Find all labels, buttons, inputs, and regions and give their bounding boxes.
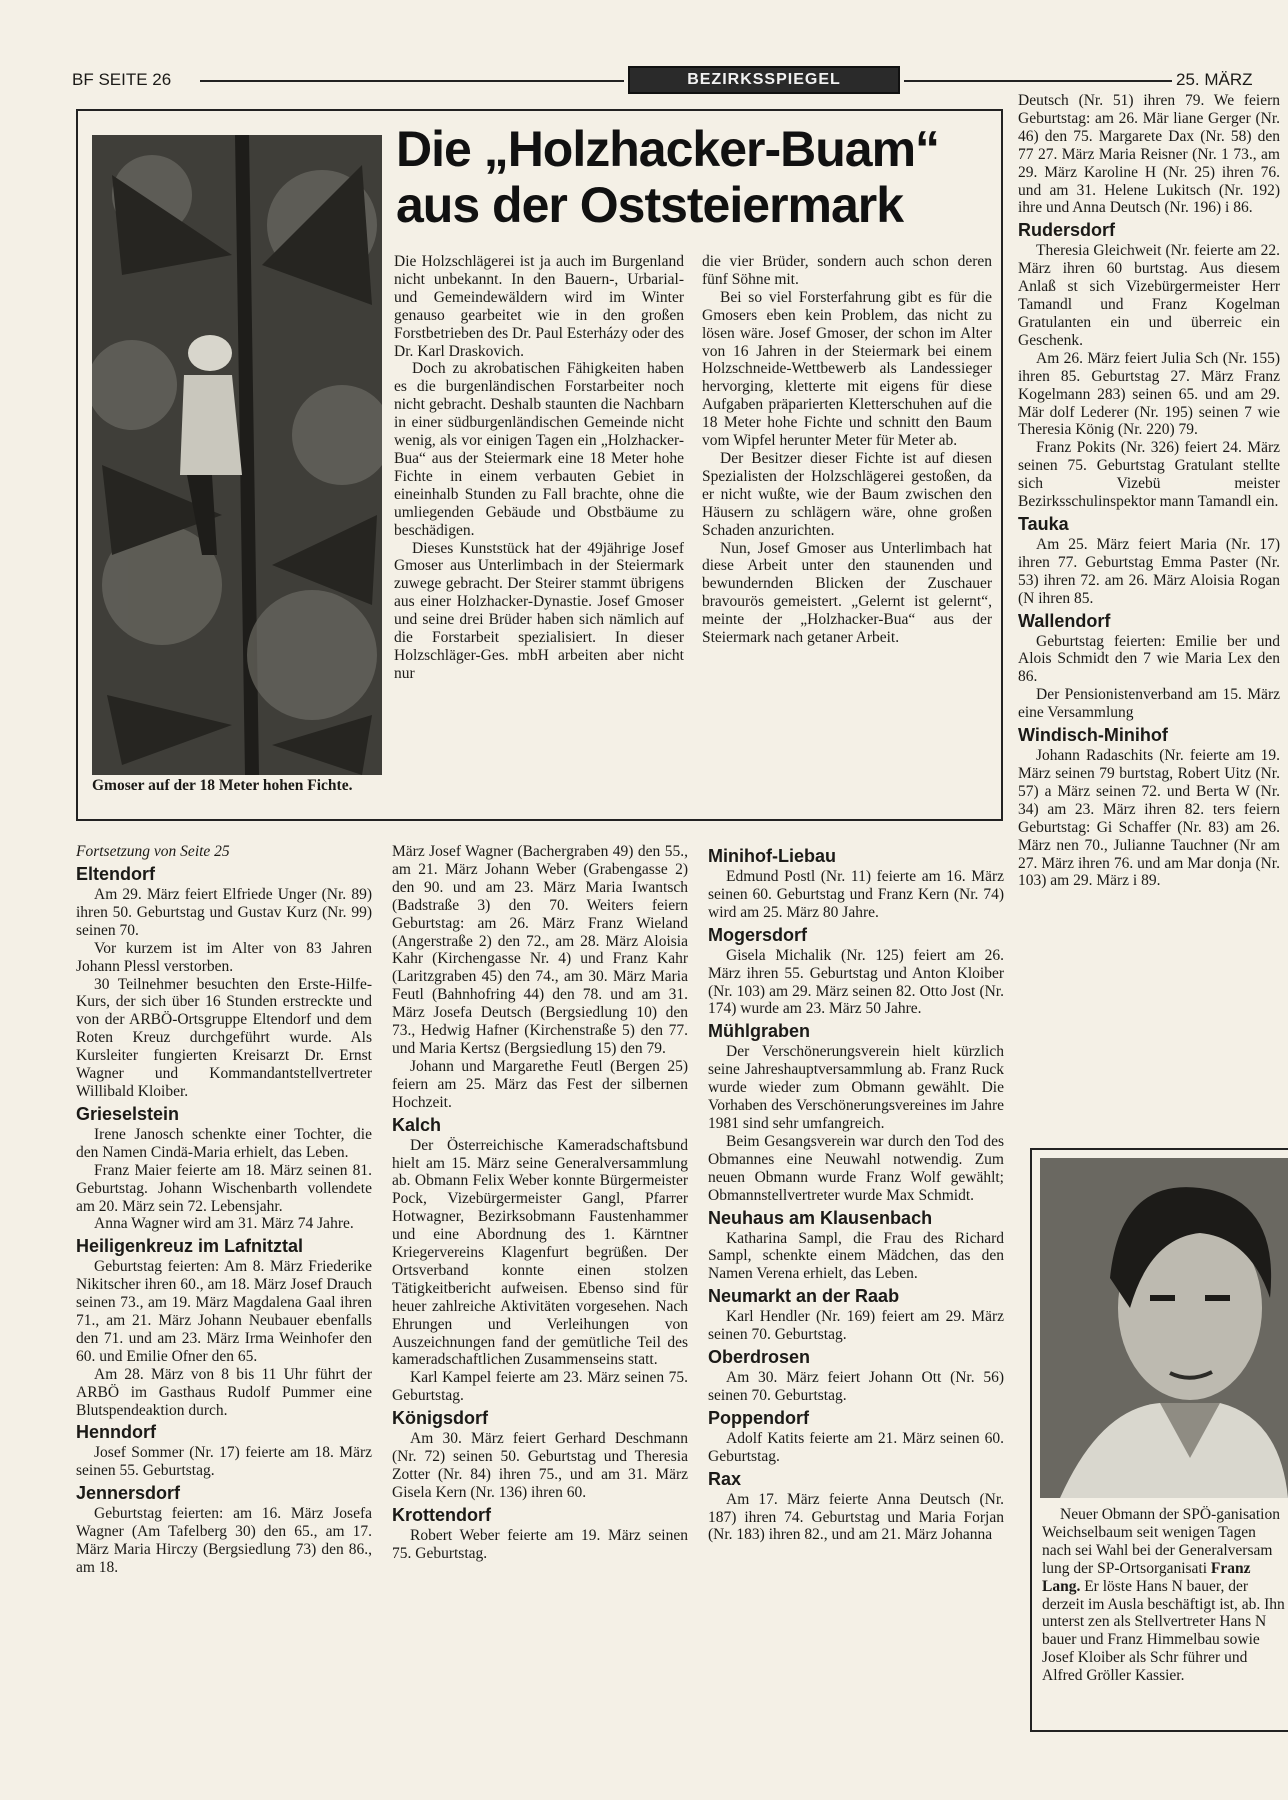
lower-col-b [392,843,688,1793]
section-heading: Eltendorf [76,864,155,884]
news-paragraph: Katharina Sampl, die Frau des Richard Sampl, schenkte einem Mädchen, das den Namen Verena erhielt, das Leben. [708,1229,1004,1283]
section-heading: Oberdrosen [708,1347,811,1368]
section-heading: Königsdorf [392,1408,488,1429]
section-heading: Jennersdorf [76,1483,181,1504]
news-paragraph: 30 Teilnehmer besuchten den Erste-Hilfe-Kurs, der sich über 16 Stunden erstreckte und von der ARBÖ-Ortsgruppe Eltendorf und dem Roten Kreuz durchgeführt wurde. Als Kursleiter fungierten Kreisarzt Dr. Ernst Wagner und Kommandantstellvertreter Willibald Kloiber. [76,975,372,1100]
section-heading: Minihof-Liebau [708,846,836,866]
feature-paragraph: Doch zu akrobatischen Fähigkeiten haben es die burgenländischen Forstarbeiter noch nicht gebracht. Deshalb staunten die Nachbarn in einer südburgenländischen Gemeinde nicht wenig, als vor einigen Tagen ein „Holzhacker-Bua“ aus der Steiermark eine 18 Meter hohe Fichte in einem verbauten Gebiet in eineinhalb Stunden zu Fall brachte, ohne die umliegenden Gebäude und Obstbäume zu beschädigen. [394,360,684,539]
portrait-caption-rest: Er löste Hans N bauer, der derzeit im Ausla beschäftigt ist, ab. Ihn unterst zen als Stellvertreter Hans N bauer und Franz Himmelbau sowie Josef Kloiber als Schr führer und Alfred Gröller Kassier. [1042,1577,1285,1685]
feature-paragraph: Bei so viel Forsterfahrung gibt es für die Gmosers eben kein Problem, das nicht zu lösen wäre. Josef Gmoser, der schon im Alter von 16 Jahren in der Steiermark bei einem Holzschneide-Wettbewerb als Landessieger hervorging, kletterte mit eigens für diese Aufgaben präparierten Kletterschuhen auf die 18 Meter hohe Fichte und schnitt den Baum vom Wipfel herunter Meter für Meter ab. [702,288,992,450]
feature-col-2 [702,253,992,813]
news-paragraph: Anna Wagner wird am 31. März 74 Jahre. [94,1215,354,1233]
news-paragraph: Karl Hendler (Nr. 169) feiert am 29. März seinen 70. Geburtstag. [708,1308,1004,1344]
section-banner [628,66,900,94]
news-paragraph: Deutsch (Nr. 51) ihren 79. We feiern Geburtstag: am 26. Mär liane Gerger (Nr. 46) den 75. Margarete Dax (Nr. 58) den 77 27. März Maria Reisner (Nr. 1 73., am 29. März Karoline H (Nr. 25) ihren 76. und am 31. Helene Lukitsch (Nr. 192) ihre und Anna Deutsch (Nr. 196) i 86. [1018,92,1280,217]
news-paragraph: Karl Kampel feierte am 23. März seinen 75. Geburtstag. [392,1369,688,1405]
news-paragraph: Franz Maier feierte am 18. März seinen 81. Geburtstag. Johann Wischenbarth vollendete am 20. März sein 72. Lebensjahr. [76,1161,372,1215]
news-paragraph: Geburtstag feierten: Am 8. März Friederike Nikitscher ihren 60., am 18. März Josef Drauch seinen 73., am 19. März Magdalena Gaal ihren 71., am 21. März Johann Neubauer ebenfalls den 71. und am 23. März Irma Weinhofer den 60. und Emilie Ofner den 65. [76,1258,372,1365]
feature-paragraph: Der Besitzer dieser Fichte ist auf diesen Spezialisten der Holzschlägerei gestoßen, da er nicht wußte, wie der Baum zwischen den Häusern zu schlägern wäre, ohne großen Schaden anzurichten. [702,449,992,539]
news-paragraph: Der Österreichische Kameradschaftsbund hielt am 15. März seine Generalversammlung ab. Obmann Felix Weber konnte Bürgermeister Pock, Vizebürgermeister Gangl, Pfarrer Hotwagner, Bezirksobmann Faustenhammer und eine Abordnung des 1. Kärntner Kriegervereins Klagenfurt begrüßen. Der Ortsverband konnte einen stolzen Tätigkeitbericht aufweisen. Ebenso sind für heuer zahlreiche Aktivitäten vorgesehen. Nach Ehrungen und Verleihungen von Auszeichnungen fand der gemütliche Teil des kameradschaftlichen Zusammenseins statt. [392,1136,688,1369]
section-heading: Mogersdorf [708,924,807,945]
portrait-image [1040,1158,1288,1498]
col-a-content [76,863,372,1577]
portrait-photo [1040,1158,1288,1498]
news-paragraph: Am 26. März feiert Julia Sch (Nr. 155) ihren 85. Geburtstag 27. März Franz Kogelmann 283) seinen 65. und am 29. Mär dolf Lederer (Nr. 195) seinen 7 wie Theresia König (Nr. 220) 79. [1018,349,1280,439]
section-heading: Henndorf [76,1422,156,1443]
photo-caption: Gmoser auf der 18 Meter hohen Fichte. [92,777,353,794]
section-heading: Poppendorf [708,1407,809,1428]
section-heading: Heiligenkreuz im Lafnitztal [76,1236,304,1257]
tree-photo [92,135,382,775]
header-rule-left [200,80,624,82]
news-paragraph: Johann und Margarethe Feutl (Bergen 25) feiern am 25. März das Fest der silbernen Hochzeit. [392,1057,688,1111]
feature-col-1 [394,253,684,813]
headline-line-1: Die „Holzhacker-Buam“ [396,121,940,177]
news-paragraph: Johann Radaschits (Nr. feierte am 19. März seinen 79 burtstag, Robert Uitz (Nr. 57) a März seinen 72. und Berta W (Nr. 34) am 23. März ihren 82. ters feiern Geburtstag: Gi Schaffer (Nr. 83) am 26. März nen 70., Julianne Tauchner (Nr am 27. März ihren 76. und am Mar donja (Nr. 103) am 29. März i 89. [1018,747,1280,890]
news-paragraph: Am 17. März feierte Anna Deutsch (Nr. 187) ihren 74. Geburtstag und Maria Forjan (Nr. 183) ihren 82., und am 21. März Johanna [708,1490,1004,1544]
news-paragraph: Irene Janosch schenkte einer Tochter, die den Namen Cindä-Maria erhielt, das Leben. [76,1125,372,1161]
news-paragraph: Am 29. März feiert Elfriede Unger (Nr. 89) ihren 50. Geburtstag und Gustav Kurz (Nr. 99) seinen 70. [76,886,372,939]
news-paragraph: Theresia Gleichweit (Nr. feierte am 22. März ihren 60 burtstag. Aus diesem Anlaß st sich Vizebürgermeister Herr Tamandl und Franz Kogelman Gratulanten ein und überreic ein Geschenk. [1018,242,1280,349]
news-paragraph: Geburtstag feierten: Emilie ber und Alois Schmidt den 7 wie Maria Lex den 86. [1018,632,1280,686]
news-paragraph: Vor kurzem ist im Alter von 83 Jahren Johann Plessl verstorben. [76,939,372,975]
section-heading: Rudersdorf [1018,220,1116,241]
portrait-caption [1042,1506,1288,1730]
right-column-top [1018,92,1280,1050]
news-paragraph: Am 30. März feiert Gerhard Deschmann (Nr. 72) seinen 50. Geburtstag und Theresia Zotter (Nr. 84) ihren 75., und am 31. März Gisela Kern (Nr. 136) ihren 60. [392,1430,688,1501]
lower-col-a [76,843,372,1793]
news-paragraph: Geburtstag feierten: am 16. März Josefa Wagner (Am Tafelberg 30) den 65., am 17. März Maria Hirczy (Bergsiedlung 73) den 86., am 18. [76,1505,372,1576]
news-paragraph: Beim Gesangsverein war durch den Tod des Obmannes eine Neuwahl notwendig. Zum neuen Obmann wurde Franz Wolf gewählt; Obmannstellvertreter wurde Max Schmidt. [708,1132,1004,1204]
news-paragraph: März Josef Wagner (Bachergraben 49) den 55., am 21. März Johann Weber (Grabengasse 2) den 90. und am 23. März Maria Iwantsch (Badstraße 3) den 70. Weiters feiern Geburtstag: am 26. März Franz Wieland (Angerstraße 2) den 72., am 28. März Aloisia Kahr (Kirchengasse Nr. 4) und Franz Kahr (Laritzgraben 45) den 74., am 30. März Maria Feutl (Bahnhofring 44) den 78. und am 31. März Josefa Deutsch (Bergsiedlung 10) den 73., Hedwig Hafner (Kirchenstraße 5) den 77. und Maria Kertsz (Bergsiedlung 15) den 79. [392,843,688,1057]
section-heading: Kalch [392,1114,442,1135]
news-paragraph: Robert Weber feierte am 19. März seinen 75. Geburtstag. [392,1526,688,1562]
headline-line-2: aus der Oststeiermark [396,177,904,233]
news-paragraph: Der Pensionistenverband am 15. März eine Versammlung [1018,686,1280,722]
news-paragraph: Der Verschönerungsverein hielt kürzlich seine Jahreshauptversammlung ab. Franz Ruck wurde wieder zum Obmann gewählt. Die Vorhaben des Verschönerungsvereines im Jahre 1981 sind sehr umfangreich. [708,1043,1004,1132]
news-paragraph: Josef Sommer (Nr. 17) feierte am 18. März seinen 55. Geburtstag. [76,1444,372,1480]
portrait-caption-name: Franz Lang. [1042,1559,1251,1595]
section-heading: Krottendorf [392,1504,491,1525]
news-paragraph: Am 25. März feiert Maria (Nr. 17) ihren 77. Geburtstag Emma Paster (Nr. 53) ihren 72. am 26. März Aloisia Rogan (N ihren 85. [1018,535,1280,607]
portrait-box [1030,1148,1288,1732]
tree-climber-image [92,135,382,775]
section-heading: Neuhaus am Klausenbach [708,1207,933,1228]
continuation-note: Fortsetzung von Seite 25 [76,843,230,860]
news-paragraph: Gisela Michalik (Nr. 125) feiert am 26. März ihren 55. Geburtstag und Anton Kloiber (Nr. 103) am 29. März seinen 82. Otto Jost (Nr. 174) wurde am 23. März 50 Jahre. [708,946,1004,1018]
section-heading: Rax [708,1468,742,1489]
news-paragraph: Franz Pokits (Nr. 326) feiert 24. März seinen 75. Geburtstag Gratulant stellte sich Vizebü meister Bezirksschulinspektor mann Tamandl ein. [1018,439,1280,511]
news-paragraph: Adolf Katits feierte am 21. März seinen 60. Geburtstag. [708,1429,1004,1465]
section-heading: Mühlgraben [708,1021,810,1042]
feature-paragraph: die vier Brüder, sondern auch schon deren fünf Söhne mit. [702,253,992,288]
section-heading: Neumarkt an der Raab [708,1286,900,1307]
section-title: BEZIRKSSPIEGEL [687,71,841,88]
section-heading: Windisch-Minihof [1018,725,1168,746]
feature-paragraph: Dieses Kunststück hat der 49jährige Josef Gmoser aus Unterlimbach in der Steiermark zuwege gebracht. Der Steirer stammt übrigens aus einer Holzhacker-Dynastie. Josef Gmoser und seine drei Brüder haben sich nämlich auf die Forstarbeit spezialisiert. In dieser Holzschläger-Ges. mbH arbeiten aber nicht nur [394,539,684,682]
feature-paragraph: Die Holzschlägerei ist ja auch im Burgenland nicht unbekannt. In den Bauern-, Urbarial- und Gemeindewäldern wird im Winter genauso gearbeitet wie in den großen Forstbetrieben des Dr. Paul Esterházy oder des Dr. Karl Draskovich. [394,253,684,360]
section-heading: Grieselstein [76,1103,180,1124]
section-heading: Tauka [1018,513,1069,534]
page-number: BF SEITE 26 [72,70,172,89]
feature-box [76,109,1003,821]
news-paragraph: Am 28. März von 8 bis 11 Uhr führt der ARBÖ im Gasthaus Rudolf Pummer eine Blutspendeaktion durch. [76,1365,372,1419]
header [72,66,1278,94]
lower-col-c [708,843,1004,1793]
issue-date: 25. MÄRZ [1172,70,1257,90]
section-heading: Wallendorf [1018,610,1111,631]
feature-headline [396,121,996,233]
news-paragraph: Am 30. März feiert Johann Ott (Nr. 56) seinen 70. Geburtstag. [708,1369,1004,1404]
feature-paragraph: Nun, Josef Gmoser aus Unterlimbach hat diese Arbeit unter den staunenden und bewundernden Blicken der Zuschauer bravourös gemeistert. „Gelernt ist gelernt“, meinte der „Holzhacker-Bua“ aus der Steiermark nach getaner Arbeit. [702,539,992,647]
news-paragraph: Edmund Postl (Nr. 11) feierte am 16. März seinen 60. Geburtstag und Franz Kern (Nr. 74) wird am 25. März 80 Jahre. [708,868,1004,921]
portrait-caption-lead: Neuer Obmann der SPÖ-ganisation Weichselbaum seit wenigen Tagen nach sei Wahl bei der Generalversam lung der SP-Ortsorganisati [1042,1506,1280,1577]
